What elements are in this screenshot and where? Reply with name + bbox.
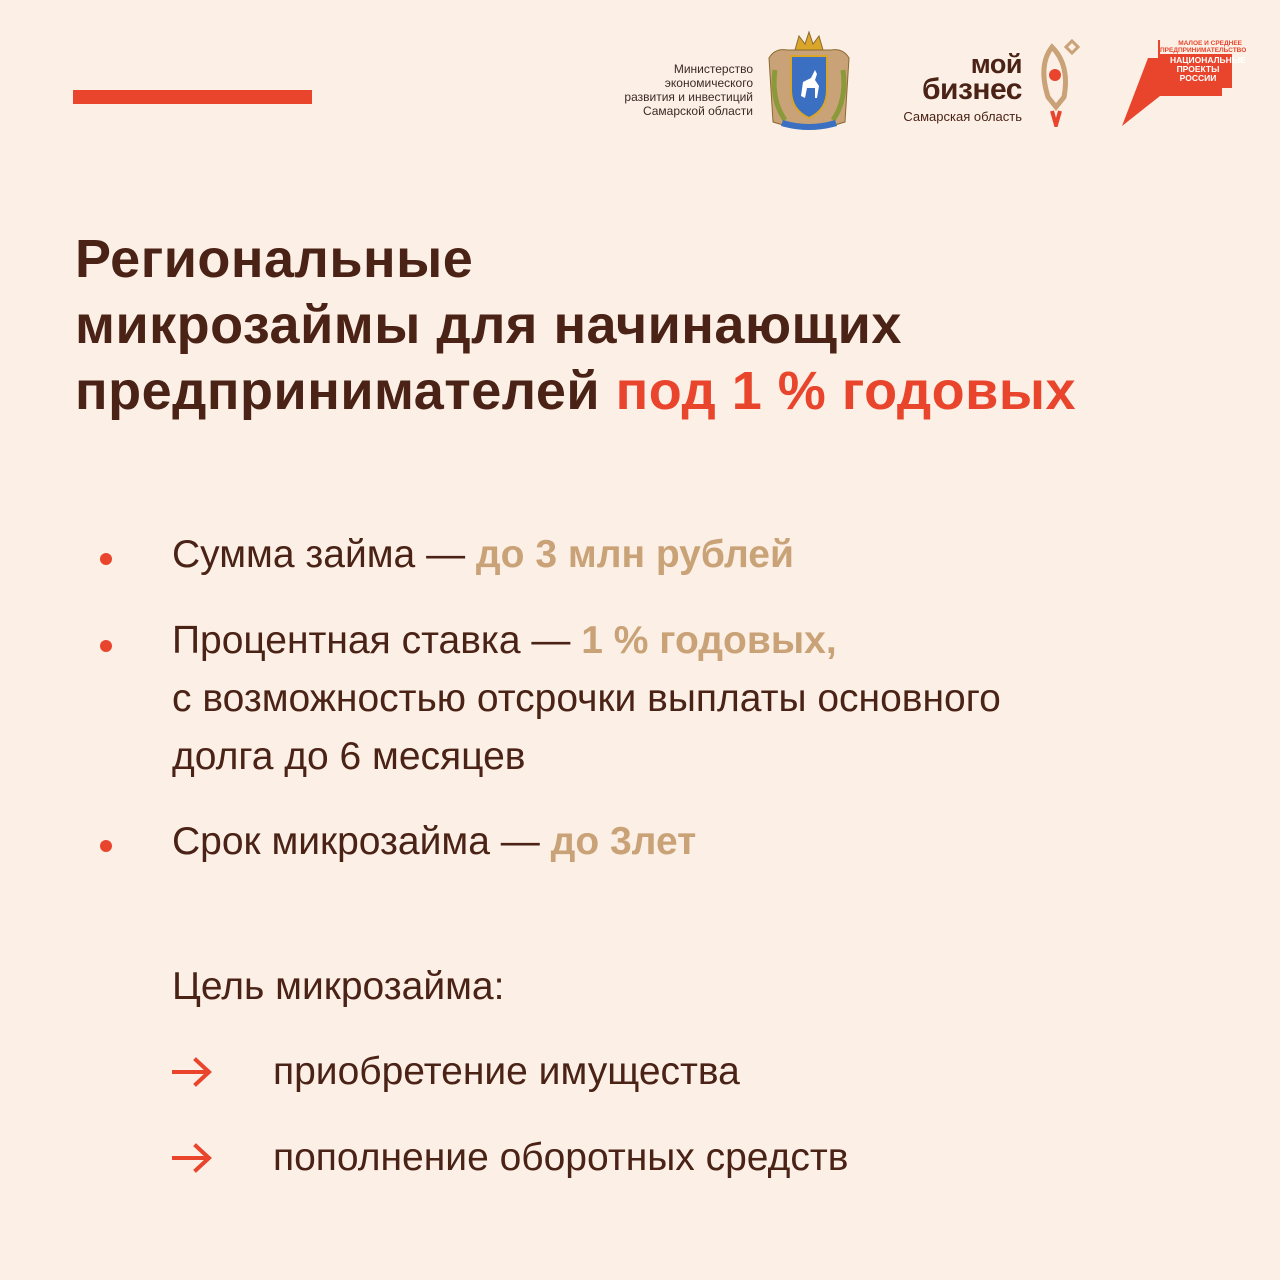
my-business-line2: бизнес	[922, 73, 1022, 106]
np-top-line: МАЛОЕ И СРЕДНЕЕ	[1178, 40, 1242, 47]
title-line3	[75, 358, 1255, 424]
title-line3-plain: предпринимателей	[75, 361, 616, 421]
arrow-right-icon	[172, 1143, 214, 1173]
title-line2: микрозаймы для начинающих	[75, 295, 902, 355]
my-business-logo	[890, 50, 1026, 130]
condition-rate	[172, 612, 1232, 786]
condition-label: Срок микрозайма —	[172, 820, 551, 863]
ministry-line: развития и инвестиций	[624, 90, 753, 104]
page-title	[75, 226, 1255, 424]
my-business-region: Самарская область	[903, 109, 1022, 124]
bullet-icon	[100, 840, 112, 852]
condition-continuation: долга до 6 месяцев	[172, 735, 526, 778]
condition-continuation: с возможностью отсрочки выплаты основного	[172, 677, 1001, 720]
ministry-name	[560, 62, 753, 118]
national-projects-subtitle	[1160, 40, 1247, 54]
condition-label: Процентная ставка —	[172, 619, 582, 662]
bullet-icon	[100, 640, 112, 652]
title-line1: Региональные	[75, 229, 474, 289]
title-highlight: под 1 % годовых	[615, 361, 1076, 421]
samara-coat-of-arms-icon	[765, 30, 853, 130]
condition-value: до 3 млн рублей	[475, 533, 794, 576]
condition-amount	[172, 526, 1232, 584]
ministry-line: Самарской области	[642, 104, 753, 118]
national-projects-title	[1170, 55, 1246, 83]
condition-value: до 3лет	[550, 820, 697, 863]
goal-item: пополнение оборотных средств	[273, 1136, 849, 1179]
goal-title: Цель микрозайма:	[172, 965, 505, 1008]
condition-term	[172, 813, 1232, 871]
arrow-right-icon	[172, 1057, 214, 1087]
ministry-line: экономического	[664, 76, 753, 90]
my-business-line1: мой	[970, 49, 1022, 79]
rocket-icon	[1028, 35, 1084, 127]
condition-label: Сумма займа —	[172, 533, 476, 576]
condition-value: 1 % годовых,	[581, 619, 837, 662]
accent-bar	[73, 90, 312, 104]
np-main-line: ПРОЕКТЫ	[1176, 64, 1220, 74]
ministry-line: Министерство	[673, 62, 753, 76]
bullet-icon	[100, 553, 112, 565]
np-main-line: РОССИИ	[1179, 73, 1217, 83]
goal-item: приобретение имущества	[273, 1050, 740, 1093]
np-main-line: НАЦИОНАЛЬНЫЕ	[1170, 55, 1246, 65]
np-top-line: ПРЕДПРИНИМАТЕЛЬСТВО	[1160, 47, 1247, 54]
